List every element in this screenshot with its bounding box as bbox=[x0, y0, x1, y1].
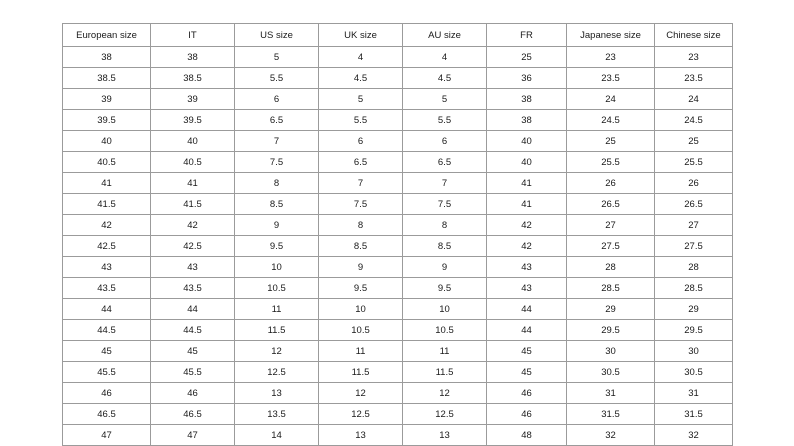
table-cell: 40 bbox=[487, 152, 567, 173]
table-cell: 44 bbox=[63, 299, 151, 320]
table-cell: 24.5 bbox=[655, 110, 733, 131]
column-header-au-size: AU size bbox=[403, 24, 487, 47]
table-cell: 23 bbox=[567, 47, 655, 68]
table-cell: 24 bbox=[655, 89, 733, 110]
table-row bbox=[63, 110, 733, 131]
table-row bbox=[63, 299, 733, 320]
table-cell: 43 bbox=[151, 257, 235, 278]
table-cell: 12 bbox=[235, 341, 319, 362]
table-cell: 4.5 bbox=[403, 68, 487, 89]
table-cell: 32 bbox=[655, 425, 733, 446]
table-cell: 7.5 bbox=[319, 194, 403, 215]
table-cell: 28.5 bbox=[655, 278, 733, 299]
table-cell: 44 bbox=[151, 299, 235, 320]
table-body bbox=[63, 47, 733, 446]
table-cell: 24 bbox=[567, 89, 655, 110]
table-cell: 42 bbox=[487, 215, 567, 236]
table-row bbox=[63, 425, 733, 446]
table-cell: 4 bbox=[319, 47, 403, 68]
table-cell: 12 bbox=[319, 383, 403, 404]
table-cell: 39.5 bbox=[63, 110, 151, 131]
table-cell: 46 bbox=[151, 383, 235, 404]
table-cell: 45 bbox=[487, 362, 567, 383]
table-cell: 38 bbox=[151, 47, 235, 68]
table-cell: 30 bbox=[567, 341, 655, 362]
table-cell: 9 bbox=[403, 257, 487, 278]
table-cell: 48 bbox=[487, 425, 567, 446]
table-cell: 6.5 bbox=[403, 152, 487, 173]
table-cell: 25 bbox=[655, 131, 733, 152]
table-cell: 45 bbox=[487, 341, 567, 362]
table-cell: 41.5 bbox=[63, 194, 151, 215]
table-cell: 4.5 bbox=[319, 68, 403, 89]
table-cell: 43.5 bbox=[63, 278, 151, 299]
table-cell: 41 bbox=[151, 173, 235, 194]
table-cell: 26 bbox=[567, 173, 655, 194]
table-row bbox=[63, 362, 733, 383]
table-cell: 10 bbox=[319, 299, 403, 320]
table-cell: 42 bbox=[63, 215, 151, 236]
table-cell: 36 bbox=[487, 68, 567, 89]
table-cell: 26 bbox=[655, 173, 733, 194]
table-cell: 44 bbox=[487, 320, 567, 341]
table-cell: 7.5 bbox=[235, 152, 319, 173]
table-header bbox=[63, 24, 733, 47]
table-cell: 40 bbox=[63, 131, 151, 152]
table-row bbox=[63, 131, 733, 152]
table-cell: 43 bbox=[487, 257, 567, 278]
table-cell: 8 bbox=[403, 215, 487, 236]
table-cell: 29 bbox=[567, 299, 655, 320]
table-cell: 27.5 bbox=[655, 236, 733, 257]
table-cell: 30.5 bbox=[655, 362, 733, 383]
table-cell: 44 bbox=[487, 299, 567, 320]
table-row bbox=[63, 47, 733, 68]
table-cell: 28 bbox=[567, 257, 655, 278]
table-cell: 27 bbox=[567, 215, 655, 236]
table-cell: 7.5 bbox=[403, 194, 487, 215]
table-cell: 10.5 bbox=[235, 278, 319, 299]
table-cell: 6.5 bbox=[319, 152, 403, 173]
table-cell: 13 bbox=[319, 425, 403, 446]
table-cell: 45.5 bbox=[151, 362, 235, 383]
table-cell: 13.5 bbox=[235, 404, 319, 425]
table-cell: 46.5 bbox=[151, 404, 235, 425]
table-cell: 31.5 bbox=[567, 404, 655, 425]
table-cell: 5 bbox=[235, 47, 319, 68]
table-cell: 29.5 bbox=[655, 320, 733, 341]
table-cell: 26.5 bbox=[655, 194, 733, 215]
column-header-japanese-size: Japanese size bbox=[567, 24, 655, 47]
table-cell: 41.5 bbox=[151, 194, 235, 215]
table-cell: 26.5 bbox=[567, 194, 655, 215]
table-cell: 42 bbox=[151, 215, 235, 236]
table-row bbox=[63, 236, 733, 257]
table-cell: 11.5 bbox=[235, 320, 319, 341]
table-cell: 12.5 bbox=[403, 404, 487, 425]
column-header-chinese-size: Chinese size bbox=[655, 24, 733, 47]
table-cell: 8.5 bbox=[403, 236, 487, 257]
table-row bbox=[63, 68, 733, 89]
table-row bbox=[63, 152, 733, 173]
table-row bbox=[63, 320, 733, 341]
table-cell: 30.5 bbox=[567, 362, 655, 383]
table-cell: 25.5 bbox=[567, 152, 655, 173]
table-cell: 13 bbox=[403, 425, 487, 446]
table-cell: 23.5 bbox=[655, 68, 733, 89]
table-cell: 4 bbox=[403, 47, 487, 68]
table-cell: 10.5 bbox=[319, 320, 403, 341]
table-row bbox=[63, 257, 733, 278]
table-cell: 41 bbox=[487, 194, 567, 215]
table-cell: 40.5 bbox=[63, 152, 151, 173]
table-cell: 46 bbox=[487, 404, 567, 425]
table-cell: 9.5 bbox=[319, 278, 403, 299]
table-header-row bbox=[63, 24, 733, 47]
table-cell: 8 bbox=[319, 215, 403, 236]
table-cell: 8.5 bbox=[235, 194, 319, 215]
table-cell: 6 bbox=[319, 131, 403, 152]
table-cell: 39 bbox=[151, 89, 235, 110]
table-cell: 38 bbox=[487, 110, 567, 131]
column-header-it: IT bbox=[151, 24, 235, 47]
table-cell: 6 bbox=[235, 89, 319, 110]
table-cell: 45 bbox=[63, 341, 151, 362]
table-cell: 9 bbox=[319, 257, 403, 278]
table-row bbox=[63, 341, 733, 362]
table-cell: 42 bbox=[487, 236, 567, 257]
table-cell: 7 bbox=[235, 131, 319, 152]
table-cell: 46.5 bbox=[63, 404, 151, 425]
table-cell: 25 bbox=[487, 47, 567, 68]
table-cell: 12.5 bbox=[235, 362, 319, 383]
table-cell: 5.5 bbox=[235, 68, 319, 89]
table-cell: 27 bbox=[655, 215, 733, 236]
table-cell: 11 bbox=[235, 299, 319, 320]
table-cell: 46 bbox=[63, 383, 151, 404]
table-cell: 25.5 bbox=[655, 152, 733, 173]
table-cell: 31 bbox=[567, 383, 655, 404]
table-cell: 5 bbox=[403, 89, 487, 110]
column-header-european-size: European size bbox=[63, 24, 151, 47]
table-cell: 5 bbox=[319, 89, 403, 110]
table-cell: 28 bbox=[655, 257, 733, 278]
table-cell: 43 bbox=[487, 278, 567, 299]
table-cell: 9 bbox=[235, 215, 319, 236]
table-cell: 39.5 bbox=[151, 110, 235, 131]
table-cell: 29.5 bbox=[567, 320, 655, 341]
table-cell: 28.5 bbox=[567, 278, 655, 299]
table-cell: 42.5 bbox=[151, 236, 235, 257]
table-cell: 11 bbox=[319, 341, 403, 362]
table-cell: 6 bbox=[403, 131, 487, 152]
table-cell: 11.5 bbox=[403, 362, 487, 383]
table-cell: 24.5 bbox=[567, 110, 655, 131]
table-cell: 9.5 bbox=[235, 236, 319, 257]
table-cell: 47 bbox=[63, 425, 151, 446]
table-cell: 14 bbox=[235, 425, 319, 446]
table-cell: 38.5 bbox=[151, 68, 235, 89]
table-cell: 12.5 bbox=[319, 404, 403, 425]
table-cell: 44.5 bbox=[63, 320, 151, 341]
table-cell: 8.5 bbox=[319, 236, 403, 257]
table-cell: 8 bbox=[235, 173, 319, 194]
table-cell: 9.5 bbox=[403, 278, 487, 299]
table-cell: 39 bbox=[63, 89, 151, 110]
table-cell: 40 bbox=[151, 131, 235, 152]
table-cell: 45.5 bbox=[63, 362, 151, 383]
table-cell: 45 bbox=[151, 341, 235, 362]
table-cell: 11.5 bbox=[319, 362, 403, 383]
size-conversion-table bbox=[62, 23, 733, 446]
table-cell: 30 bbox=[655, 341, 733, 362]
column-header-us-size: US size bbox=[235, 24, 319, 47]
table-row bbox=[63, 89, 733, 110]
table-cell: 5.5 bbox=[403, 110, 487, 131]
table-cell: 47 bbox=[151, 425, 235, 446]
table-cell: 46 bbox=[487, 383, 567, 404]
table-cell: 11 bbox=[403, 341, 487, 362]
table-cell: 29 bbox=[655, 299, 733, 320]
column-header-fr: FR bbox=[487, 24, 567, 47]
table-cell: 42.5 bbox=[63, 236, 151, 257]
table-cell: 41 bbox=[63, 173, 151, 194]
table-cell: 38 bbox=[487, 89, 567, 110]
table-cell: 6.5 bbox=[235, 110, 319, 131]
table-cell: 38 bbox=[63, 47, 151, 68]
table-cell: 25 bbox=[567, 131, 655, 152]
table-cell: 38.5 bbox=[63, 68, 151, 89]
table-row bbox=[63, 215, 733, 236]
table-cell: 10 bbox=[403, 299, 487, 320]
column-header-uk-size: UK size bbox=[319, 24, 403, 47]
table-cell: 10.5 bbox=[403, 320, 487, 341]
size-conversion-table-wrapper bbox=[62, 23, 732, 446]
table-cell: 31 bbox=[655, 383, 733, 404]
table-cell: 23.5 bbox=[567, 68, 655, 89]
table-cell: 10 bbox=[235, 257, 319, 278]
table-cell: 7 bbox=[319, 173, 403, 194]
table-cell: 43.5 bbox=[151, 278, 235, 299]
table-row bbox=[63, 278, 733, 299]
table-cell: 7 bbox=[403, 173, 487, 194]
table-cell: 13 bbox=[235, 383, 319, 404]
table-cell: 43 bbox=[63, 257, 151, 278]
table-cell: 27.5 bbox=[567, 236, 655, 257]
table-cell: 40 bbox=[487, 131, 567, 152]
table-row bbox=[63, 173, 733, 194]
table-row bbox=[63, 194, 733, 215]
table-cell: 31.5 bbox=[655, 404, 733, 425]
table-row bbox=[63, 383, 733, 404]
table-cell: 40.5 bbox=[151, 152, 235, 173]
table-cell: 44.5 bbox=[151, 320, 235, 341]
table-cell: 23 bbox=[655, 47, 733, 68]
table-cell: 41 bbox=[487, 173, 567, 194]
table-row bbox=[63, 404, 733, 425]
table-cell: 32 bbox=[567, 425, 655, 446]
table-cell: 12 bbox=[403, 383, 487, 404]
table-cell: 5.5 bbox=[319, 110, 403, 131]
